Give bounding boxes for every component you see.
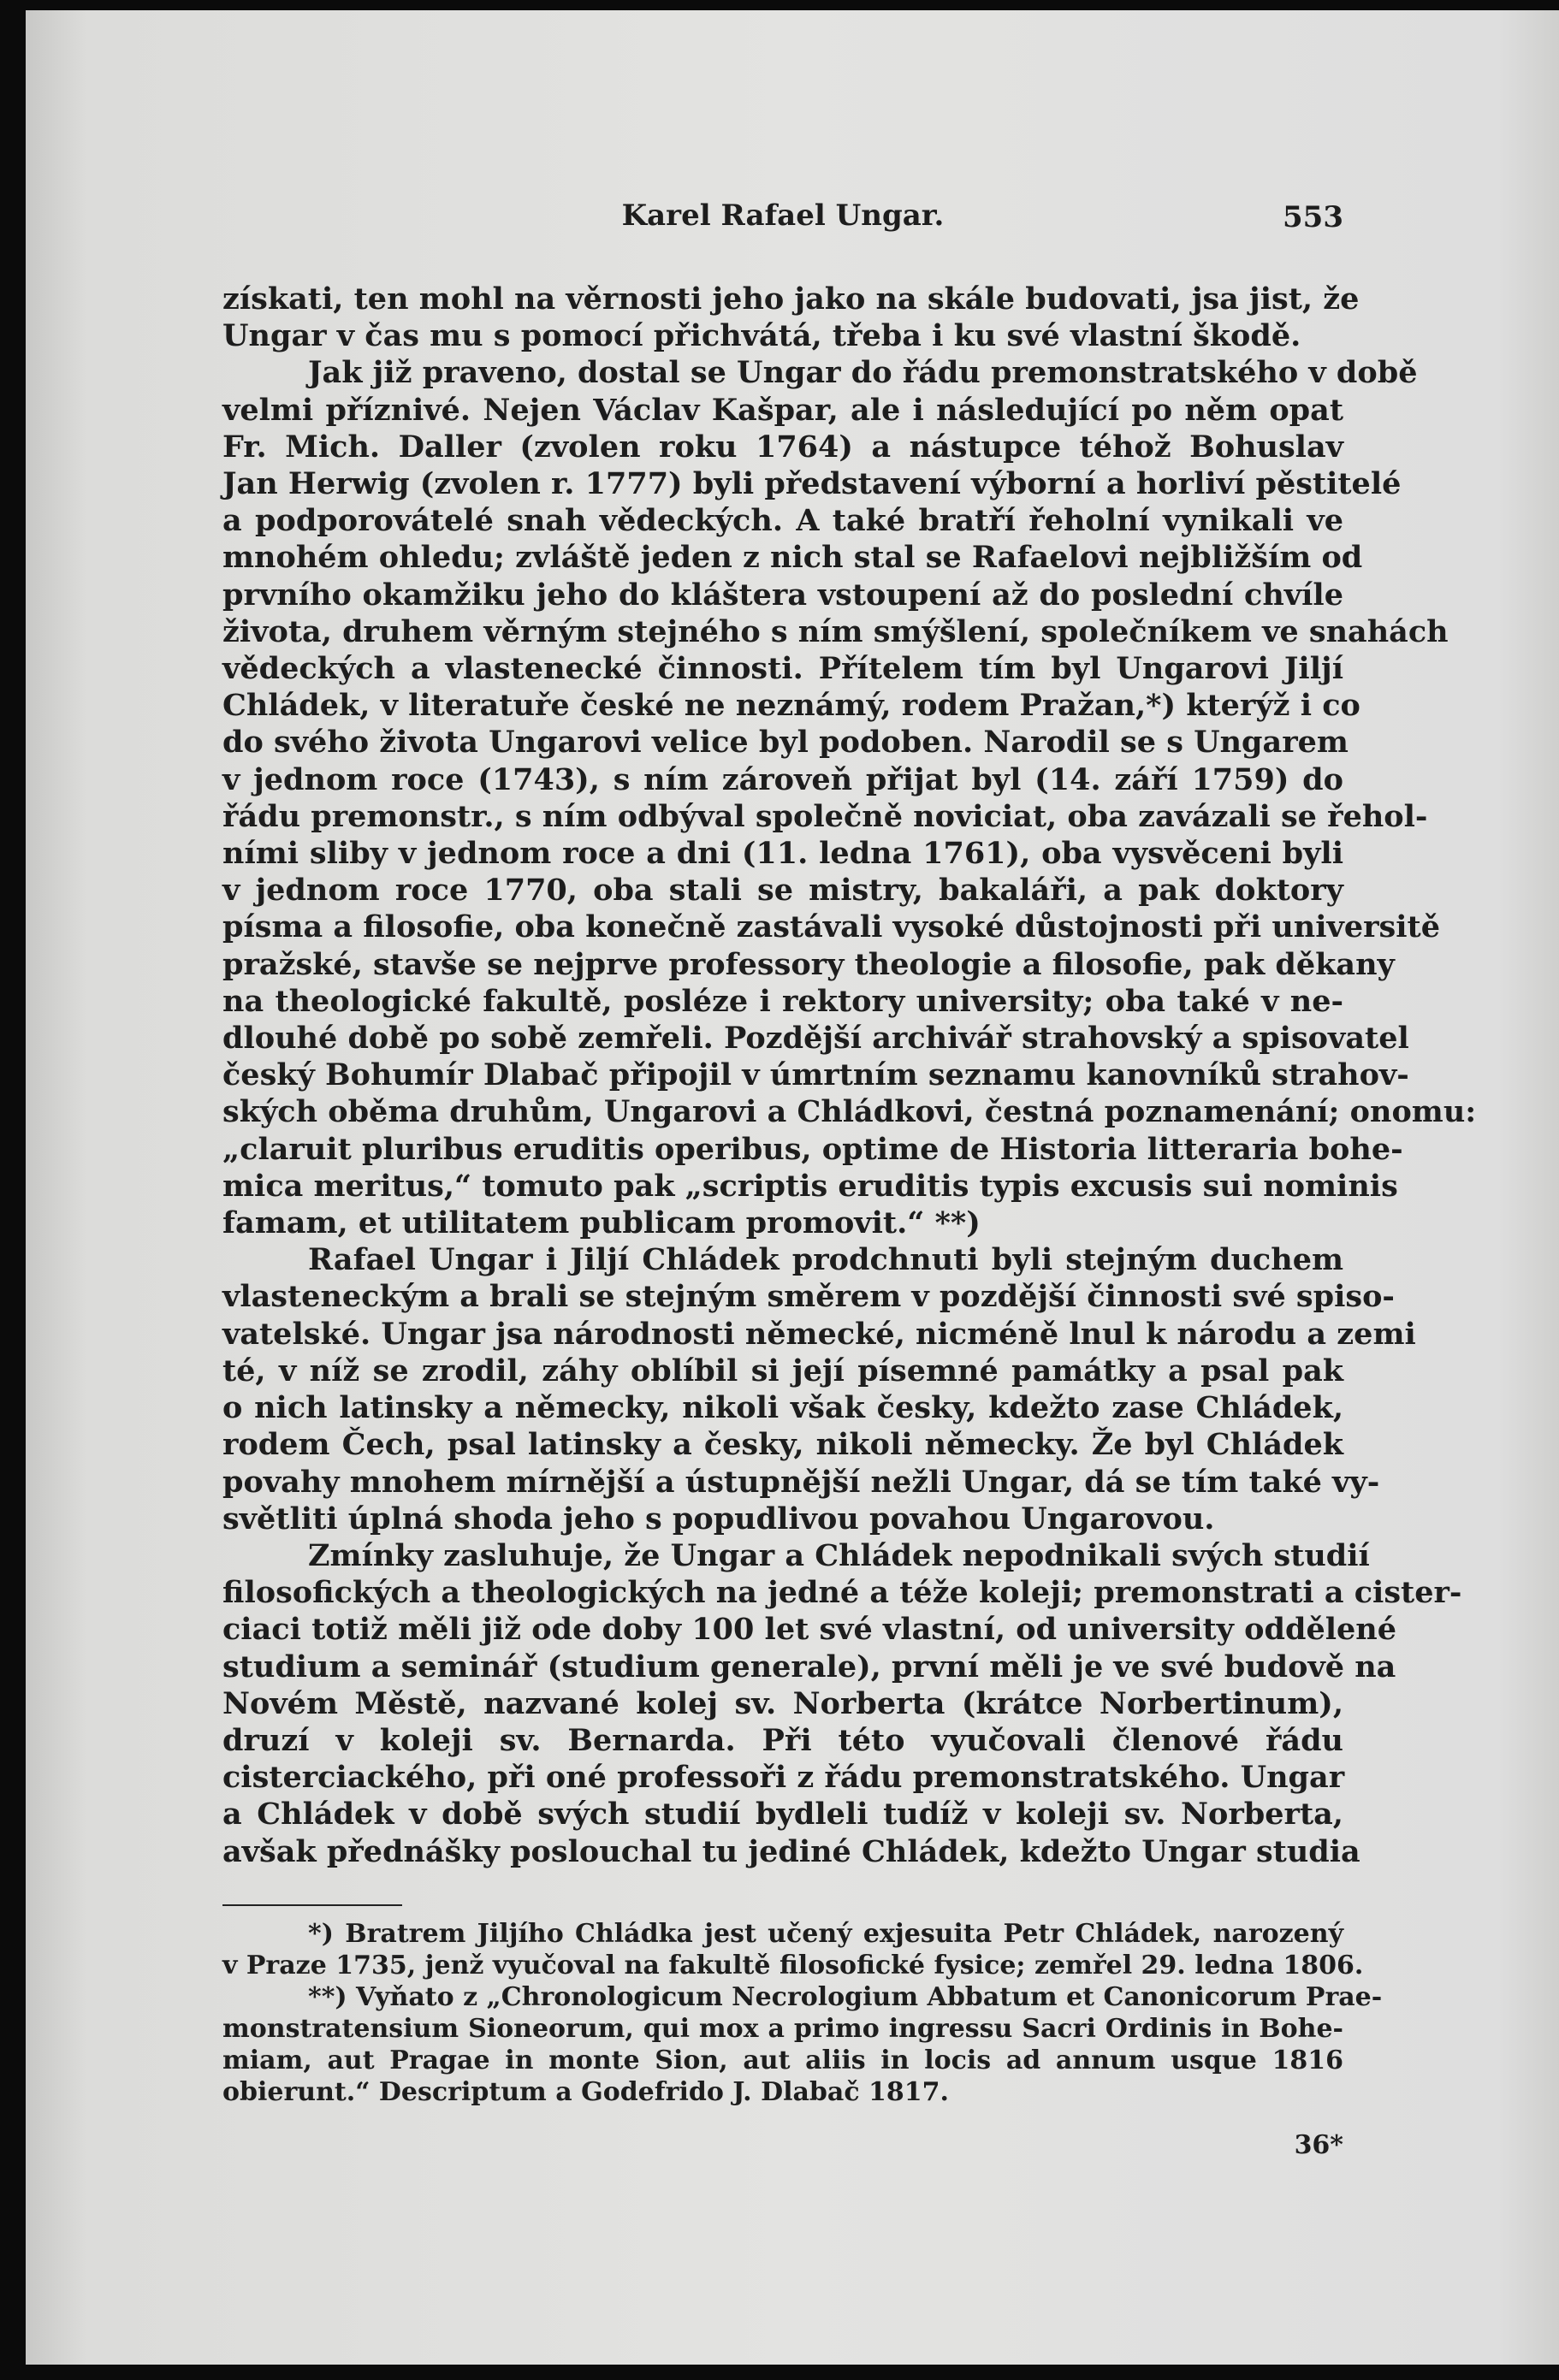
scanned-page	[26, 10, 1559, 2365]
text-line: vědeckých a vlastenecké činnosti. Přítelem tím byl Ungarovi Jiljí	[222, 651, 1343, 687]
running-header	[222, 198, 1343, 258]
page-number: 553	[1283, 200, 1343, 234]
text-line: prvního okamžiku jeho do kláštera vstoupení až do poslední chvíle	[222, 577, 1343, 613]
footnote-line: *) Bratrem Jiljího Chládka jest učený exjesuita Petr Chládek, narozený	[308, 1918, 1343, 1949]
footnote-line: miam, aut Pragae in monte Sion, aut aliis in locis ad annum usque 1816	[222, 2045, 1343, 2075]
text-line: v jednom roce 1770, oba stali se mistry, bakaláři, a pak doktory	[222, 873, 1343, 909]
text-line: mica meritus,“ tomuto pak „scriptis eruditis typis excusis sui nominis	[222, 1168, 1398, 1204]
paragraph	[222, 1537, 1462, 1870]
footnote-line: v Praze 1735, jenž vyučoval na fakultě filosofické fysice; zemřel 29. ledna 1806.	[222, 1950, 1364, 1980]
text-line: studium a seminář (studium generale), první měli je ve své budově na	[222, 1649, 1396, 1684]
text-line: v jednom roce (1743), s ním zároveň přijat byl (14. září 1759) do	[222, 761, 1343, 797]
text-line: Rafael Ungar i Jiljí Chládek prodchnuti byli stejným duchem	[308, 1242, 1343, 1278]
text-line: vatelské. Ungar jsa národnosti německé, nicméně lnul k národu a zemi	[222, 1316, 1416, 1352]
text-line: rodem Čech, psal latinsky a česky, nikoli německy. Že byl Chládek	[222, 1427, 1343, 1463]
text-line: písma a filosofie, oba konečně zastávali vysoké důstojnosti při universitě	[222, 909, 1440, 945]
text-line: filosofických a theologických na jedné a téže koleji; premonstrati a cister-	[222, 1575, 1462, 1611]
text-line: světliti úplná shoda jeho s popudlivou povahou Ungarovou.	[222, 1501, 1215, 1536]
text-line: povahy mnohem mírnější a ústupnější nežli Ungar, dá se tím také vy-	[222, 1464, 1380, 1500]
text-line: do svého života Ungarovi velice byl podoben. Narodil se s Ungarem	[222, 725, 1349, 761]
text-line: dlouhé době po sobě zemřeli. Pozdější archivář strahovský a spisovatel	[222, 1021, 1409, 1057]
paragraph	[222, 281, 1360, 354]
text-line: Novém Městě, nazvané kolej sv. Norberta (krátce Norbertinum),	[222, 1685, 1343, 1721]
running-title: Karel Rafael Ungar.	[621, 198, 945, 233]
text-line: ciaci totiž měli již ode doby 100 let své vlastní, od university oddělené	[222, 1612, 1397, 1648]
text-line: velmi příznivé. Nejen Václav Kašpar, ale i následující po něm opat	[222, 392, 1343, 428]
footnote-line: obierunt.“ Descriptum a Godefrido J. Dlabač 1817.	[222, 2076, 949, 2107]
text-line: druzí v koleji sv. Bernarda. Při této vyučovali členové řádu	[222, 1722, 1343, 1758]
text-line: Fr. Mich. Daller (zvolen roku 1764) a nástupce téhož Bohuslav	[222, 429, 1343, 465]
text-line: mnohém ohledu; zvláště jeden z nich stal se Rafaelovi nejbližším od	[222, 540, 1363, 576]
footnote-rule	[222, 1904, 402, 1906]
text-line: ských oběma druhům, Ungarovi a Chládkovi, čestná poznamenání; onomu:	[222, 1094, 1477, 1130]
text-line: získati, ten mohl na věrnosti jeho jako na skále budovati, jsa jist, že	[222, 281, 1360, 317]
text-line: o nich latinsky a německy, nikoli však česky, kdežto zase Chládek,	[222, 1390, 1343, 1426]
text-line: řádu premonstr., s ním odbýval společně noviciat, oba zavázali se řehol-	[222, 798, 1428, 834]
text-line: Zmínky zasluhuje, že Ungar a Chládek nepodnikali svých studií	[308, 1537, 1370, 1573]
text-line: Chládek, v literatuře české ne neznámý, rodem Pražan,*) kterýž i co	[222, 688, 1360, 724]
paragraph	[222, 1241, 1416, 1537]
footnotes	[222, 1918, 1383, 2108]
page-content	[222, 198, 1477, 2160]
text-line: vlasteneckým a brali se stejným směrem v pozdější činnosti své spiso-	[222, 1279, 1395, 1315]
text-line: „claruit pluribus eruditis operibus, optime de Historia litteraria bohe-	[222, 1131, 1403, 1167]
text-line: Jak již praveno, dostal se Ungar do řádu premonstratského v době	[308, 355, 1418, 391]
text-line: a Chládek v době svých studií bydleli tudíž v koleji sv. Norberta,	[222, 1797, 1343, 1832]
paragraph	[222, 354, 1477, 1241]
text-line: český Bohumír Dlabač připojil v úmrtním seznamu kanovníků strahov-	[222, 1057, 1409, 1093]
text-line: cisterciackého, při oné professoři z řádu premonstratského. Ungar	[222, 1760, 1345, 1796]
footnote	[222, 1981, 1383, 2108]
text-line: života, druhem věrným stejného s ním smýšlení, společníkem ve snahách	[222, 613, 1449, 649]
body-text	[222, 281, 1477, 1870]
text-line: na theologické fakultě, posléze i rektory university; oba také v ne-	[222, 983, 1343, 1019]
text-line: avšak přednášky poslouchal tu jediné Chládek, kdežto Ungar studia	[222, 1833, 1360, 1869]
text-line: té, v níž se zrodil, záhy oblíbil si její písemné památky a psal pak	[222, 1353, 1343, 1388]
text-line: a podporovátelé snah vědeckých. A také bratří řeholní vynikali ve	[222, 503, 1343, 539]
text-line: Ungar v čas mu s pomocí přichvátá, třeba i ku své vlastní škodě.	[222, 318, 1301, 354]
signature-mark: 36*	[1294, 2129, 1343, 2160]
footnote-line: **) Vyňato z „Chronologicum Necrologium Abbatum et Canonicorum Prae-	[308, 1981, 1383, 2012]
text-line: ními sliby v jednom roce a dni (11. ledna 1761), oba vysvěceni byli	[222, 836, 1343, 872]
text-line: pražské, stavše se nejprve professory theologie a filosofie, pak děkany	[222, 946, 1395, 982]
text-line: famam, et utilitatem publicam promovit.“ **)	[222, 1205, 981, 1241]
text-line: Jan Herwig (zvolen r. 1777) byli představení výborní a horliví pěstitelé	[222, 466, 1402, 502]
footnote	[222, 1918, 1364, 1981]
footnote-line: monstratensium Sioneorum, qui mox a primo ingressu Sacri Ordinis in Bohe-	[222, 2013, 1343, 2044]
